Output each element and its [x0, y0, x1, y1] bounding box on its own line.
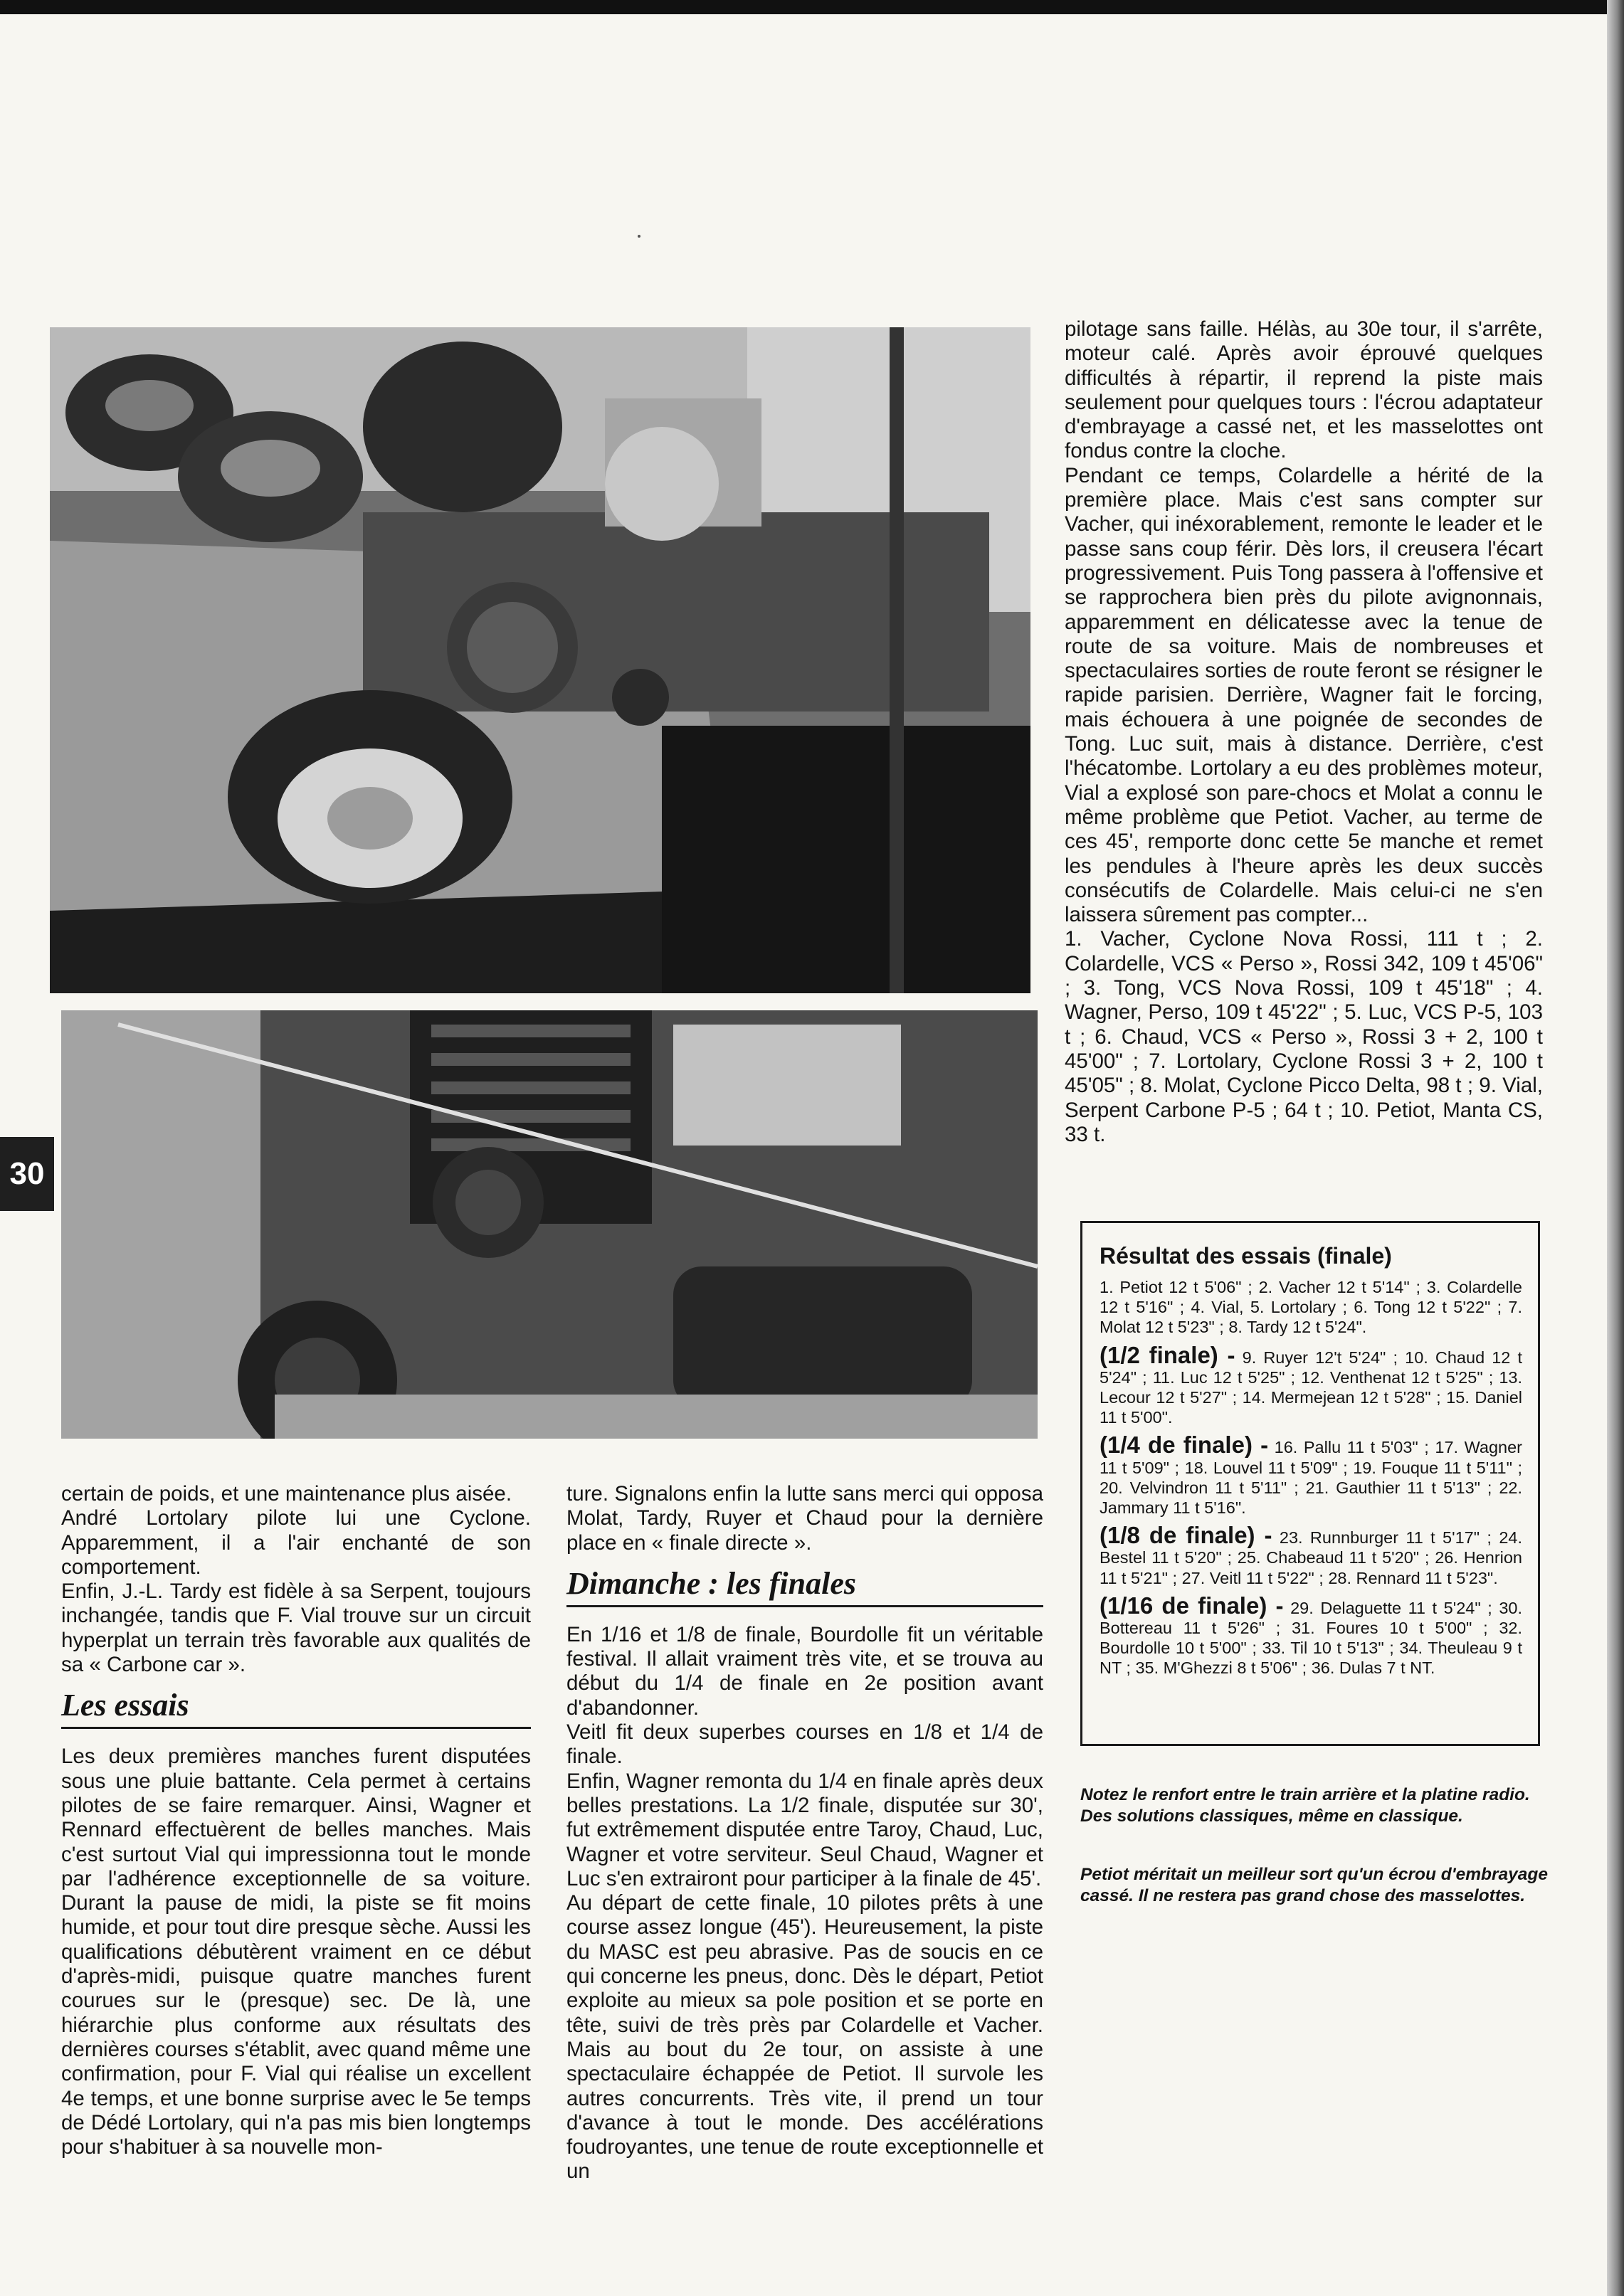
- results-text: 16. Pallu 11 t 5'03" ; 17. Wagner 11 t 5'09" ; 18. Louvel 11 t 5'09" ; 19. Fouque 11 t 5'11" ; 20. Velvindron 11 t 5'11" ; 21. Gauthier 11 t 5'13" ; 22. Jammary 11 t 5'16".: [1100, 1438, 1522, 1518]
- results-label: (1/2 finale) -: [1100, 1341, 1235, 1368]
- results-eighth-final: [1100, 1523, 1522, 1588]
- results-label: (1/8 de finale) -: [1100, 1522, 1272, 1549]
- paragraph: En 1/16 et 1/8 de finale, Bourdolle fit un véritable festival. Il allait vraiment très vite, et se trouva au début du 1/4 de finale en 2e position avant d'abandonner.: [566, 1622, 1043, 1720]
- paragraph: Veitl fit deux superbes courses en 1/8 et 1/4 de finale.: [566, 1720, 1043, 1769]
- results-text: 23. Runnburger 11 t 5'17" ; 24. Bestel 11 t 5'20" ; 25. Chabeaud 11 t 5'20" ; 26. Henrion 11 t 5'21" ; 27. Veitl 11 t 5'22" ; 28. Rennard 11 t 5'23".: [1100, 1528, 1522, 1587]
- paragraph: pilotage sans faille. Hélàs, au 30e tour, il s'arrête, moteur calé. Après avoir éprouvé quelques difficultés à répartir, il reprend la piste mais seulement pour quelques tours : l'écrou adaptateur d'embrayage a cassé net, et les masselottes ont fondus contre la cloche.: [1065, 317, 1543, 463]
- paragraph: Au départ de cette finale, 10 pilotes prêts à une course assez longue (45'). Heureusement, la piste du MASC est peu abrasive. Pas de soucis en ce qui concerne les pneus, donc. Dès le départ, Petiot exploite au mieux sa pole position et se porte en tête, suivi de très près par Colardelle et Vacher. Mais au bout du 2e tour, on assiste à une spectaculaire échappée de Petiot. Il survole les autres concurrents. Très vite, il prend un tour d'avance à tout le monde. Des accélérations foudroyantes, une tenue de route exceptionnelle et un: [566, 1891, 1043, 2184]
- page-top-border: [0, 0, 1624, 14]
- heading-text: Dimanche : les finales: [566, 1565, 856, 1601]
- race-results: 1. Vacher, Cyclone Nova Rossi, 111 t ; 2. Colardelle, VCS « Perso », Rossi 342, 109 t 45'06" ; 3. Tong, VCS Nova Rossi, 109 t 45'18" ; 4. Wagner, Perso, 109 t 45'22" ; 5. Luc, VCS P-5, 103 t ; 6. Chaud, VCS « Perso », Rossi 3 + 2, 100 t 45'00" ; 7. Lortolary, Cyclone Rossi 3 + 2, 100 t 45'05" ; 8. Molat, Cyclone Picco Delta, 98 t ; 9. Vial, Serpent Carbone P-5 ; 64 t ; 10. Petiot, Manta CS, 33 t.: [1065, 927, 1543, 1146]
- paragraph: Pendant ce temps, Colardelle a hérité de la première place. Mais c'est sans compter sur Vacher, qui inéxorablement, remonte le leader et le passe sans coup férir. Dès lors, il creusera l'écart progressivement. Puis Tong passera à l'offensive et se rapprochera bien près du pilote avignonnais, apparemment en délicatesse avec la tenue de route de sa voiture. Mais de nombreuses et spectaculaires sorties de route feront se résigner le rapide parisien. Derrière, Wagner fait le forcing, mais échouera à une poignée de secondes de Tong. Luc suit, mais à distance. Derrière, c'est l'hécatombe. Lortolary a eu des problèmes moteur, Vial a explosé son pare-chocs et Molat a connu le même problème que Petiot. Vacher, au terme de ces 45', remporte donc cette 5e manche et remet les pendules à l'heure après les deux succès consécutifs de Colardelle. Mais celui-ci ne s'en laissera sûrement pas compter...: [1065, 463, 1543, 927]
- page-binding-edge: [1607, 0, 1624, 2296]
- paragraph: certain de poids, et une maintenance plus aisée.: [61, 1482, 512, 1506]
- results-text: 9. Ruyer 12't 5'24" ; 10. Chaud 12 t 5'24" ; 11. Luc 12 t 5'25" ; 12. Venthenat 12 t 5'25" ; 13. Lecour 12 t 5'27" ; 14. Mermejean 12 t 5'28" ; 15. Daniel 11 t 5'00".: [1100, 1348, 1523, 1427]
- paragraph: Les deux premières manches furent disputées sous une pluie battante. Cela permet à certains pilotes de se faire remarquer. Ainsi, Wagner et Rennard effectuèrent de belles manches. Mais c'est surtout Vial qui impressionna tout le monde par l'adhérence exceptionnelle de sa voiture. Durant la pause de midi, la piste se fit moins humide, et pour tout dire presque sèche. Aussi les qualifications débutèrent vraiment en ce début d'après-midi, puisque quatre manches furent courues sur le (presque) sec. De là, une hiérarchie plus conforme aux résultats des dernières courses s'établit, avec quand même une confirmation, pour F. Vial qui réalise un excellent 4e temps, et une bonne surprise avec le 5e temps de Dédé Lortolary, qui n'a pas mis bien longtemps pour s'habituer à sa nouvelle mon-: [61, 1745, 531, 2159]
- heading-text: Les essais: [61, 1688, 189, 1723]
- results-sixteenth-final: [1100, 1594, 1522, 1678]
- paragraph: Enfin, J.-L. Tardy est fidèle à sa Serpent, toujours inchangée, tandis que F. Vial trouve sur un circuit hyperplat un terrain très favorable aux qualités de sa « Carbone car ».: [61, 1580, 531, 1677]
- section-heading-essais: [61, 1687, 531, 1729]
- results-finale: 1. Petiot 12 t 5'06" ; 2. Vacher 12 t 5'14" ; 3. Colardelle 12 t 5'16" ; 4. Vial, 5. Lortolary ; 6. Tong 12 t 5'22" ; 7. Molat 12 t 5'23" ; 8. Tardy 12 t 5'24".: [1100, 1278, 1522, 1337]
- results-box-title: Résultat des essais (finale): [1100, 1243, 1392, 1269]
- page-number: 30: [9, 1156, 45, 1191]
- column-1: [61, 1482, 531, 2159]
- results-label: (1/4 de finale) -: [1100, 1432, 1269, 1459]
- photo-caption-1: Notez le renfort entre le train arrière et la platine radio. Des solutions classiques, même en classique.: [1080, 1785, 1530, 1826]
- results-box: [1080, 1221, 1540, 1746]
- results-half-final: [1100, 1343, 1522, 1428]
- paragraph: Enfin, Wagner remonta du 1/4 en finale après deux belles prestations. La 1/2 finale, disputée sur 30', fut extrêmement disputée entre Taroy, Chaud, Luc, Wagner et votre serviteur. Seul Chaud, Wagner et Luc s'en extrairont pour participer à la finale de 45'.: [566, 1769, 1043, 1890]
- photo-caption-2: Petiot méritait un meilleur sort qu'un écrou d'embrayage cassé. Il ne restera pas grand chose des masselottes.: [1080, 1865, 1548, 1905]
- photo-car-rear-tires-image: [50, 327, 1030, 993]
- section-heading-finales: [566, 1565, 1043, 1607]
- results-label: (1/16 de finale) -: [1100, 1592, 1284, 1619]
- photo-car-engine-clutch: [61, 1010, 1038, 1439]
- results-quarter-final: [1100, 1433, 1522, 1518]
- column-2: [566, 1482, 1043, 2184]
- print-speck: [638, 235, 640, 238]
- column-3: [1065, 317, 1543, 1147]
- paragraph: ture. Signalons enfin la lutte sans merci qui opposa Molat, Tardy, Ruyer et Chaud pour la dernière place en « finale directe ».: [566, 1482, 1043, 1555]
- page-number-tab: [0, 1137, 54, 1211]
- photo-car-rear-tires: [50, 327, 1030, 993]
- photo-car-engine-clutch-image: [61, 1010, 1038, 1439]
- results-text: 29. Delaguette 11 t 5'24" ; 30. Bottereau 11 t 5'26" ; 31. Foures 10 t 5'00" ; 32. Bourdolle 10 t 5'00" ; 33. Til 10 t 5'13" ; 34. Theuleau 9 t NT ; 35. M'Ghezzi 8 t 5'06" ; 36. Dulas 7 t NT.: [1100, 1598, 1523, 1678]
- paragraph: André Lortolary pilote lui une Cyclone. Apparemment, il a l'air enchanté de son comportement.: [61, 1506, 531, 1579]
